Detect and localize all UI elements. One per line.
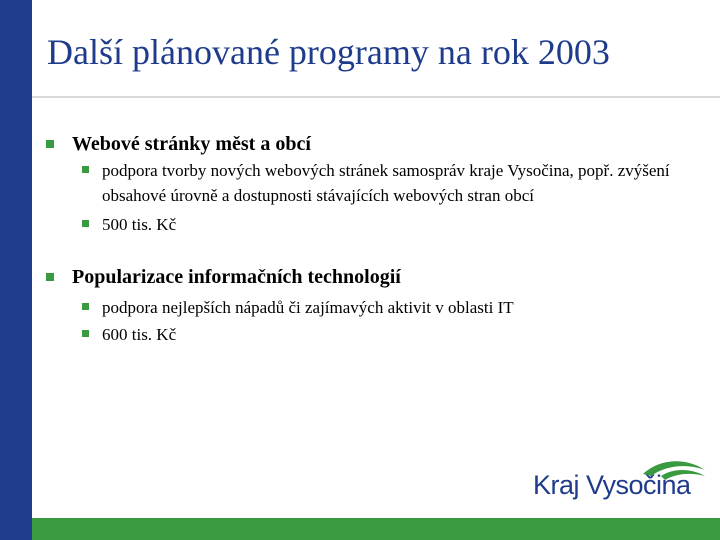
slide-title: Další plánované programy na rok 2003 bbox=[47, 32, 610, 72]
bottom-accent-bar bbox=[32, 518, 720, 540]
bullet-item-web bbox=[44, 130, 684, 158]
sub-bullet-item bbox=[44, 322, 684, 347]
sub-bullet-item bbox=[44, 158, 684, 208]
bullet-square-icon bbox=[82, 166, 89, 173]
sub-bullet-text: podpora tvorby nových webových stránek samospráv kraje Vysočina, popř. zvýšení obsahové úrovně a dostupnosti stávajících webových stran obcí bbox=[102, 161, 670, 205]
kraj-vysocina-logo bbox=[533, 458, 713, 514]
bullet-square-icon bbox=[82, 220, 89, 227]
left-accent-bar bbox=[0, 0, 32, 540]
slide-content bbox=[44, 130, 684, 347]
sub-bullet-text: 600 tis. Kč bbox=[102, 325, 177, 344]
bullet-square-icon bbox=[46, 140, 54, 148]
sub-bullet-text: podpora nejlepších nápadů či zajímavých aktivit v oblasti IT bbox=[102, 298, 514, 317]
sub-bullet-text: 500 tis. Kč bbox=[102, 215, 177, 234]
bullet-square-icon bbox=[82, 330, 89, 337]
logo-text: Kraj Vysočina bbox=[533, 470, 691, 500]
bullet-heading: Webové stránky měst a obcí bbox=[72, 133, 311, 155]
sub-bullet-item bbox=[44, 212, 684, 237]
sub-bullet-item bbox=[44, 295, 684, 320]
bullet-heading: Popularizace informačních technologií bbox=[72, 266, 401, 288]
bullet-square-icon bbox=[46, 273, 54, 281]
bullet-square-icon bbox=[82, 303, 89, 310]
title-divider bbox=[32, 96, 720, 98]
bullet-item-it bbox=[44, 263, 684, 291]
